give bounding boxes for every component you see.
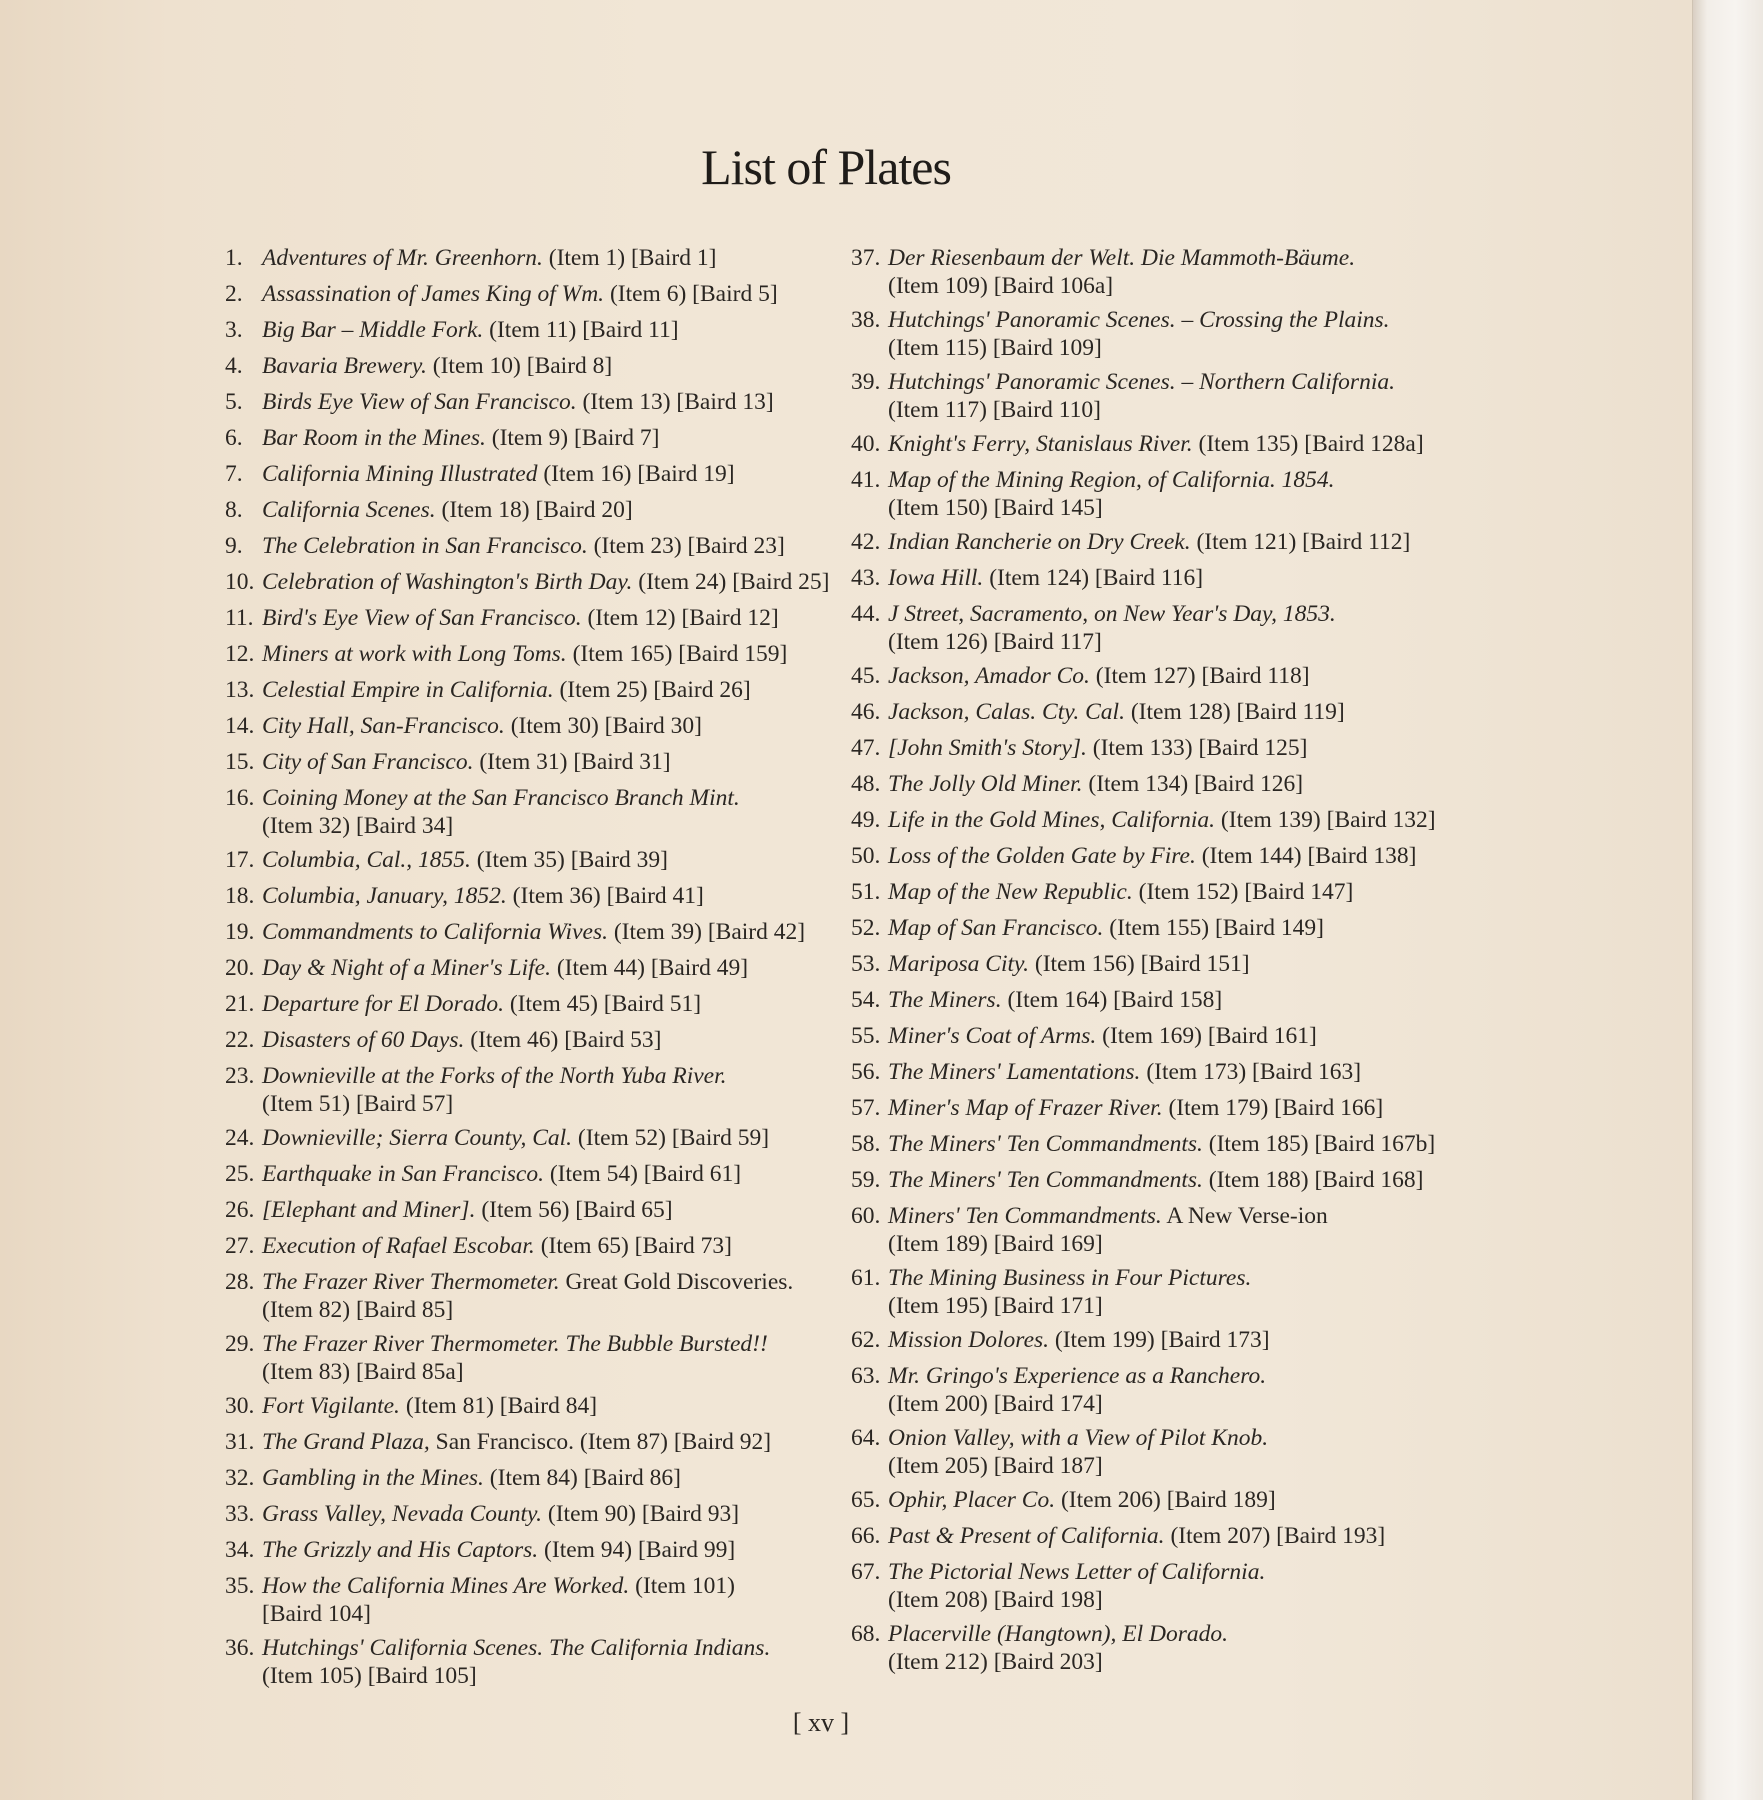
plate-number: 7. — [225, 461, 243, 487]
plate-title: The Grizzly and His Captors. — [262, 1537, 539, 1563]
plate-number: 4. — [225, 353, 243, 379]
plates-list-left-column — [225, 240, 865, 1692]
plate-number: 2. — [225, 281, 243, 307]
plate-number: 16. — [225, 785, 255, 811]
plate-entry — [851, 1322, 1451, 1358]
plate-title: Earthquake in San Francisco. — [262, 1161, 544, 1187]
plate-title: Der Riesenbaum der Welt. Die Mammoth-Bäume. — [888, 245, 1356, 271]
plate-number: 3. — [225, 317, 243, 343]
plate-entry — [225, 528, 865, 564]
plate-number: 68. — [851, 1621, 881, 1647]
plate-reference: (Item 101) — [629, 1573, 735, 1599]
plate-number: 18. — [225, 883, 255, 909]
plate-reference: Great Gold Discoveries. — [559, 1269, 794, 1295]
plate-reference: (Item 127) [Baird 118] — [1089, 663, 1310, 689]
plate-title: Onion Valley, with a View of Pilot Knob. — [888, 1425, 1269, 1451]
plate-title: Gambling in the Mines. — [262, 1465, 484, 1491]
plate-entry — [225, 842, 865, 878]
plate-title: Columbia, Cal., 1855. — [262, 847, 471, 873]
plate-title: Birds Eye View of San Francisco. — [262, 389, 577, 415]
plate-entry — [851, 302, 1451, 366]
plate-entry — [851, 1018, 1451, 1054]
plate-reference: (Item 35) [Baird 39] — [470, 847, 668, 873]
plate-number: 25. — [225, 1161, 255, 1187]
plate-title: Jackson, Calas. Cty. Cal. — [888, 699, 1125, 725]
plate-entry — [225, 708, 865, 744]
plate-entry — [225, 348, 865, 384]
plate-entry — [851, 658, 1451, 694]
plate-number: 65. — [851, 1487, 881, 1513]
plate-reference: (Item 65) [Baird 73] — [534, 1233, 732, 1259]
plate-reference: San Francisco. (Item 87) [Baird 92] — [429, 1429, 772, 1455]
plate-number: 40. — [851, 431, 881, 457]
plate-entry — [851, 946, 1451, 982]
plate-entry — [225, 1120, 865, 1156]
plate-number: 58. — [851, 1131, 881, 1157]
plate-title: [John Smith's Story]. — [888, 735, 1087, 761]
plate-reference: (Item 31) [Baird 31] — [473, 749, 671, 775]
plate-reference: (Item 36) [Baird 41] — [506, 883, 704, 909]
plate-reference: (Item 134) [Baird 126] — [1082, 771, 1304, 797]
plate-entry — [851, 1260, 1451, 1324]
plate-title: Placerville (Hangtown), El Dorado. — [888, 1621, 1229, 1647]
plate-title: Departure for El Dorado. — [262, 991, 504, 1017]
plate-entry — [225, 1156, 865, 1192]
plate-entry — [851, 694, 1451, 730]
plate-reference: (Item 23) [Baird 23] — [587, 533, 785, 559]
plate-title: Hutchings' California Scenes. The California Indians. — [262, 1635, 771, 1661]
plate-reference: (Item 9) [Baird 7] — [485, 425, 660, 451]
plate-reference: (Item 139) [Baird 132] — [1215, 807, 1436, 833]
plate-reference: (Item 1) [Baird 1] — [542, 245, 717, 271]
plate-title: Knight's Ferry, Stanislaus River. — [888, 431, 1193, 457]
plate-title: The Pictorial News Letter of California. — [888, 1559, 1266, 1585]
plate-title: [Elephant and Miner]. — [262, 1197, 476, 1223]
plate-entry — [851, 910, 1451, 946]
plate-entry — [225, 1022, 865, 1058]
plate-title: Miners at work with Long Toms. — [262, 641, 567, 667]
plate-number: 44. — [851, 601, 881, 627]
plate-reference-continued: (Item 105) [Baird 105] — [262, 1663, 477, 1689]
plate-entry — [225, 1424, 865, 1460]
plate-reference: (Item 133) [Baird 125] — [1086, 735, 1308, 761]
plate-title: The Miners. — [888, 987, 1002, 1013]
plate-entry — [851, 560, 1451, 596]
plate-entry — [225, 1326, 865, 1390]
plate-title: City Hall, San-Francisco. — [262, 713, 505, 739]
plate-number: 51. — [851, 879, 881, 905]
plate-reference: (Item 90) [Baird 93] — [542, 1501, 740, 1527]
page-title: List of Plates — [701, 139, 951, 195]
plate-number: 13. — [225, 677, 255, 703]
plate-number: 17. — [225, 847, 255, 873]
plate-entry — [851, 874, 1451, 910]
plate-title: Bird's Eye View of San Francisco. — [262, 605, 582, 631]
plate-entry — [225, 672, 865, 708]
plate-title: California Mining Illustrated — [262, 461, 538, 487]
plate-number: 32. — [225, 1465, 255, 1491]
plate-number: 38. — [851, 307, 881, 333]
plate-title: Miner's Coat of Arms. — [888, 1023, 1097, 1049]
plate-title: Day & Night of a Miner's Life. — [262, 955, 551, 981]
plate-number: 45. — [851, 663, 881, 689]
plate-entry — [225, 914, 865, 950]
plate-number: 64. — [851, 1425, 881, 1451]
plate-number: 56. — [851, 1059, 881, 1085]
plate-reference: (Item 179) [Baird 166] — [1162, 1095, 1384, 1121]
plate-reference: (Item 164) [Baird 158] — [1001, 987, 1223, 1013]
plate-entry — [225, 420, 865, 456]
plate-number: 1. — [225, 245, 243, 271]
plate-reference: (Item 54) [Baird 61] — [543, 1161, 742, 1187]
plate-reference: (Item 16) [Baird 19] — [537, 461, 735, 487]
plate-title: Assassination of James King of Wm. — [262, 281, 605, 307]
plate-number: 9. — [225, 533, 243, 559]
plate-entry — [851, 838, 1451, 874]
plate-reference: (Item 152) [Baird 147] — [1132, 879, 1354, 905]
plate-title: Miners' Ten Commandments. — [888, 1203, 1162, 1229]
plate-entry — [851, 364, 1451, 428]
plate-reference-continued: (Item 82) [Baird 85] — [262, 1297, 454, 1323]
plate-entry — [225, 1460, 865, 1496]
plate-entry — [225, 744, 865, 780]
plate-reference-continued: (Item 189) [Baird 169] — [888, 1231, 1103, 1257]
plate-reference: (Item 6) [Baird 5] — [604, 281, 778, 307]
plate-title: City of San Francisco. — [262, 749, 474, 775]
plate-entry — [225, 600, 865, 636]
plate-number: 66. — [851, 1523, 881, 1549]
plate-reference-continued: (Item 212) [Baird 203] — [888, 1649, 1103, 1675]
plate-reference: (Item 165) [Baird 159] — [566, 641, 788, 667]
plate-title: Miner's Map of Frazer River. — [888, 1095, 1163, 1121]
plate-title: Grass Valley, Nevada County. — [262, 1501, 543, 1527]
plate-reference: (Item 121) [Baird 112] — [1190, 529, 1411, 555]
plate-reference-continued: (Item 150) [Baird 145] — [888, 495, 1103, 521]
plate-reference: (Item 46) [Baird 53] — [464, 1027, 662, 1053]
plate-title: Hutchings' Panoramic Scenes. – Northern California. — [888, 369, 1395, 395]
plate-number: 61. — [851, 1265, 881, 1291]
plate-number: 24. — [225, 1125, 255, 1151]
plate-reference: (Item 39) [Baird 42] — [607, 919, 806, 945]
plate-entry — [225, 1264, 865, 1328]
plate-reference-continued: (Item 115) [Baird 109] — [888, 335, 1102, 361]
plate-title: The Frazer River Thermometer. — [262, 1269, 560, 1295]
plate-title: Iowa Hill. — [888, 565, 984, 591]
plate-entry — [851, 1090, 1451, 1126]
plate-title: Loss of the Golden Gate by Fire. — [888, 843, 1196, 869]
plate-title: Map of San Francisco. — [888, 915, 1104, 941]
plate-entry — [225, 1568, 865, 1632]
plate-title: The Miners' Lamentations. — [888, 1059, 1141, 1085]
plate-number: 47. — [851, 735, 881, 761]
plate-reference-continued: (Item 109) [Baird 106a] — [888, 273, 1114, 299]
plate-number: 5. — [225, 389, 243, 415]
plate-number: 21. — [225, 991, 255, 1017]
plate-reference: (Item 18) [Baird 20] — [435, 497, 633, 523]
plate-reference: (Item 156) [Baird 151] — [1029, 951, 1250, 977]
plate-reference: A New Verse-ion — [1161, 1203, 1328, 1229]
plate-number: 42. — [851, 529, 881, 555]
plate-number: 27. — [225, 1233, 255, 1259]
plate-number: 43. — [851, 565, 881, 591]
plate-entry — [225, 1388, 865, 1424]
plate-reference: (Item 52) [Baird 59] — [572, 1125, 770, 1151]
plate-reference-continued: (Item 126) [Baird 117] — [888, 629, 1102, 655]
plate-reference: (Item 207) [Baird 193] — [1164, 1523, 1386, 1549]
plate-reference: (Item 169) [Baird 161] — [1096, 1023, 1317, 1049]
plate-entry — [851, 982, 1451, 1018]
plate-reference-continued: [Baird 104] — [262, 1601, 371, 1627]
plate-entry — [851, 1126, 1451, 1162]
plate-reference-continued: (Item 208) [Baird 198] — [888, 1587, 1103, 1613]
plate-title: Adventures of Mr. Greenhorn. — [262, 245, 543, 271]
plate-title: The Grand Plaza, — [262, 1429, 430, 1455]
plate-entry — [851, 1616, 1451, 1680]
plate-title: Mr. Gringo's Experience as a Ranchero. — [888, 1363, 1267, 1389]
plate-number: 19. — [225, 919, 255, 945]
plate-title: Celebration of Washington's Birth Day. — [262, 569, 633, 595]
plate-title: Coining Money at the San Francisco Branch Mint. — [262, 785, 740, 811]
plate-title: The Jolly Old Miner. — [888, 771, 1083, 797]
plate-number: 26. — [225, 1197, 255, 1223]
plates-list-right-column — [851, 240, 1451, 1678]
plate-number: 49. — [851, 807, 881, 833]
plate-reference: (Item 81) [Baird 84] — [399, 1393, 598, 1419]
plate-entry — [851, 1554, 1451, 1618]
plate-title: Mission Dolores. — [888, 1327, 1050, 1353]
plate-number: 59. — [851, 1167, 881, 1193]
plate-number: 52. — [851, 915, 881, 941]
plate-reference: (Item 84) [Baird 86] — [483, 1465, 681, 1491]
plate-reference: (Item 135) [Baird 128a] — [1192, 431, 1424, 457]
plate-number: 23. — [225, 1063, 255, 1089]
plate-reference: (Item 128) [Baird 119] — [1124, 699, 1345, 725]
plate-entry — [225, 492, 865, 528]
plate-entry — [225, 986, 865, 1022]
plate-entry — [851, 524, 1451, 560]
plate-number: 63. — [851, 1363, 881, 1389]
plate-number: 50. — [851, 843, 881, 869]
plate-entry — [225, 1496, 865, 1532]
plate-reference: (Item 25) [Baird 26] — [553, 677, 751, 703]
plate-reference: (Item 13) [Baird 13] — [576, 389, 774, 415]
plate-title: Map of the Mining Region, of California. 1854. — [888, 467, 1335, 493]
plate-number: 31. — [225, 1429, 255, 1455]
plate-reference-continued: (Item 205) [Baird 187] — [888, 1453, 1103, 1479]
plate-number: 11. — [225, 605, 254, 631]
plate-reference: (Item 10) [Baird 8] — [426, 353, 613, 379]
plate-number: 12. — [225, 641, 255, 667]
plate-entry — [851, 1054, 1451, 1090]
plate-title: Jackson, Amador Co. — [888, 663, 1090, 689]
plate-entry — [225, 1532, 865, 1568]
page-number: [ xv ] — [792, 1708, 850, 1737]
plate-entry — [851, 1162, 1451, 1198]
plate-number: 48. — [851, 771, 881, 797]
plate-entry — [225, 1192, 865, 1228]
plate-reference: (Item 94) [Baird 99] — [538, 1537, 736, 1563]
plate-number: 28. — [225, 1269, 255, 1295]
plate-reference: (Item 24) [Baird 25] — [632, 569, 830, 595]
plate-title: The Miners' Ten Commandments. — [888, 1167, 1203, 1193]
plate-title: J Street, Sacramento, on New Year's Day, 1853. — [888, 601, 1336, 627]
plate-number: 33. — [225, 1501, 255, 1527]
plate-reference: (Item 56) [Baird 65] — [475, 1197, 673, 1223]
plate-reference: (Item 124) [Baird 116] — [983, 565, 1204, 591]
plate-entry — [225, 950, 865, 986]
plate-title: Map of the New Republic. — [888, 879, 1133, 905]
plate-title: Bar Room in the Mines. — [262, 425, 486, 451]
plate-entry — [225, 1630, 865, 1694]
plate-number: 14. — [225, 713, 255, 739]
plate-number: 57. — [851, 1095, 881, 1121]
plate-number: 54. — [851, 987, 881, 1013]
plate-entry — [851, 240, 1451, 304]
plate-number: 8. — [225, 497, 243, 523]
plate-number: 53. — [851, 951, 881, 977]
plate-title: How the California Mines Are Worked. — [262, 1573, 630, 1599]
plate-entry — [851, 730, 1451, 766]
plate-entry — [851, 802, 1451, 838]
plate-entry — [225, 240, 865, 276]
plate-reference: (Item 45) [Baird 51] — [503, 991, 702, 1017]
next-page-edge — [1692, 0, 1763, 1800]
plate-number: 67. — [851, 1559, 881, 1585]
plate-entry — [225, 456, 865, 492]
plate-reference: (Item 30) [Baird 30] — [504, 713, 702, 739]
plate-title: Ophir, Placer Co. — [888, 1487, 1056, 1513]
plate-number: 60. — [851, 1203, 881, 1229]
plate-reference: (Item 199) [Baird 173] — [1049, 1327, 1270, 1353]
plate-title: Downieville at the Forks of the North Yuba River. — [262, 1063, 727, 1089]
plate-reference: (Item 173) [Baird 163] — [1140, 1059, 1362, 1085]
plate-reference: (Item 11) [Baird 11] — [483, 317, 679, 343]
plate-title: The Mining Business in Four Pictures. — [888, 1265, 1252, 1291]
plate-title: Commandments to California Wives. — [262, 919, 608, 945]
plate-reference-continued: (Item 117) [Baird 110] — [888, 397, 1101, 423]
plate-entry — [225, 312, 865, 348]
plate-reference-continued: (Item 32) [Baird 34] — [262, 813, 454, 839]
plate-number: 22. — [225, 1027, 255, 1053]
plate-entry — [851, 596, 1451, 660]
plate-title: Bavaria Brewery. — [262, 353, 427, 379]
plate-entry — [225, 1058, 865, 1122]
plate-reference-continued: (Item 51) [Baird 57] — [262, 1091, 454, 1117]
plate-entry — [851, 1358, 1451, 1422]
plate-reference: (Item 12) [Baird 12] — [581, 605, 779, 631]
plate-title: Mariposa City. — [888, 951, 1030, 977]
plate-number: 41. — [851, 467, 881, 493]
plate-number: 46. — [851, 699, 881, 725]
plate-number: 30. — [225, 1393, 255, 1419]
plate-number: 35. — [225, 1573, 255, 1599]
plate-entry — [225, 636, 865, 672]
plate-title: The Frazer River Thermometer. The Bubble Bursted!! — [262, 1331, 768, 1357]
plate-title: California Scenes. — [262, 497, 436, 523]
plate-entry — [225, 780, 865, 844]
plate-entry — [225, 384, 865, 420]
plate-reference-continued: (Item 83) [Baird 85a] — [262, 1359, 464, 1385]
plate-number: 10. — [225, 569, 255, 595]
plate-entry — [851, 1482, 1451, 1518]
plate-title: Life in the Gold Mines, California. — [888, 807, 1216, 833]
plate-entry — [851, 1518, 1451, 1554]
plate-entry — [225, 878, 865, 914]
plate-number: 39. — [851, 369, 881, 395]
plate-entry — [225, 1228, 865, 1264]
plate-number: 6. — [225, 425, 243, 451]
plate-title: Downieville; Sierra County, Cal. — [262, 1125, 573, 1151]
plate-title: Execution of Rafael Escobar. — [262, 1233, 535, 1259]
plate-entry — [851, 1420, 1451, 1484]
plate-entry — [225, 276, 865, 312]
plate-entry — [851, 462, 1451, 526]
plate-number: 29. — [225, 1331, 255, 1357]
plate-number: 20. — [225, 955, 255, 981]
plate-number: 55. — [851, 1023, 881, 1049]
plate-title: The Celebration in San Francisco. — [262, 533, 588, 559]
plate-title: Columbia, January, 1852. — [262, 883, 507, 909]
plate-reference: (Item 44) [Baird 49] — [550, 955, 749, 981]
plate-title: Disasters of 60 Days. — [262, 1027, 465, 1053]
plate-title: Past & Present of California. — [888, 1523, 1165, 1549]
plate-title: Indian Rancherie on Dry Creek. — [888, 529, 1191, 555]
plate-reference-continued: (Item 200) [Baird 174] — [888, 1391, 1103, 1417]
plate-entry — [851, 766, 1451, 802]
plate-entry — [851, 1198, 1451, 1262]
plate-title: The Miners' Ten Commandments. — [888, 1131, 1203, 1157]
plate-title: Celestial Empire in California. — [262, 677, 554, 703]
plate-number: 15. — [225, 749, 255, 775]
plate-number: 62. — [851, 1327, 881, 1353]
plate-reference: (Item 206) [Baird 189] — [1055, 1487, 1276, 1513]
plate-reference: (Item 188) [Baird 168] — [1202, 1167, 1424, 1193]
plate-title: Fort Vigilante. — [262, 1393, 400, 1419]
plate-title: Big Bar – Middle Fork. — [262, 317, 484, 343]
plate-reference: (Item 144) [Baird 138] — [1195, 843, 1417, 869]
plate-number: 37. — [851, 245, 881, 271]
plate-number: 34. — [225, 1537, 255, 1563]
plate-reference-continued: (Item 195) [Baird 171] — [888, 1293, 1103, 1319]
plate-reference: (Item 185) [Baird 167b] — [1202, 1131, 1436, 1157]
plate-entry — [851, 426, 1451, 462]
plate-title: Hutchings' Panoramic Scenes. – Crossing the Plains. — [888, 307, 1390, 333]
plate-number: 36. — [225, 1635, 255, 1661]
plate-reference: (Item 155) [Baird 149] — [1103, 915, 1324, 941]
plate-entry — [225, 564, 865, 600]
